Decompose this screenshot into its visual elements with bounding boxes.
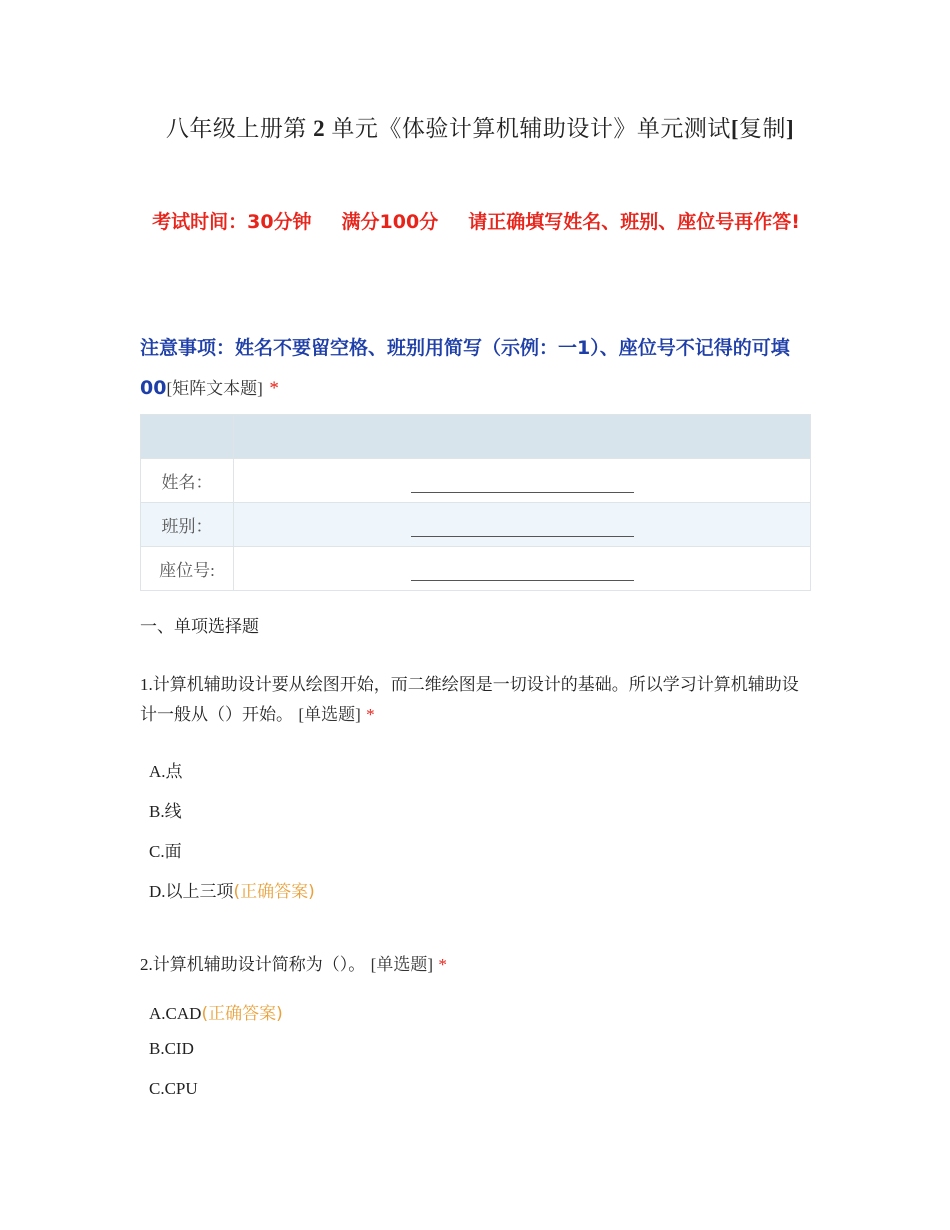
option-letter: B. [149,1039,165,1058]
exam-time: 考试时间：30分钟 [152,211,312,233]
matrix-header-cell [141,415,234,459]
required-mark: * [366,705,375,724]
exam-score: 满分100分 [341,211,439,233]
required-mark: * [269,378,279,399]
option-letter: B. [149,802,165,821]
title-middle: 单元《体验计算机辅助设计》单元测试 [331,116,731,141]
seat-input-cell[interactable] [234,547,811,591]
option-letter: C. [149,842,165,861]
question-2 [140,950,812,980]
option-1b[interactable] [149,797,182,822]
option-1a[interactable] [149,757,183,782]
matrix-row-name [141,459,811,503]
option-text: CPU [164,1079,198,1098]
section-title: 一、单项选择题 [140,617,259,637]
copy-label[interactable]: 复制 [739,116,786,141]
option-text: 面 [164,842,182,862]
title-bracket-close: ] [786,116,795,141]
title-bracket-open: [ [730,116,739,141]
title-prefix: 八年级上册第 [165,116,307,141]
class-input-line[interactable] [411,522,634,537]
page-title [0,110,950,143]
question-1 [140,670,812,730]
option-2b[interactable] [149,1039,194,1059]
exam-instruction: 请正确填写姓名、班别、座位号再作答! [468,211,800,233]
option-2a[interactable] [149,999,283,1024]
option-text: 线 [164,802,182,822]
notice-question-title [140,328,812,409]
name-input-line[interactable] [411,478,634,493]
option-letter: D. [149,882,166,901]
name-input-cell[interactable] [234,459,811,503]
matrix-row-label: 班别： [141,503,234,547]
option-text: CID [164,1039,194,1058]
question-type-label: [单选题] [298,705,361,724]
option-2c[interactable] [149,1079,198,1099]
option-text: 以上三项 [165,882,234,902]
matrix-header-cell [234,415,811,459]
matrix-row-seat [141,547,811,591]
notice-text: 注意事项：姓名不要留空格、班别用简写（示例：一1）、座位号不记得的可填00 [140,337,790,399]
option-text: 点 [165,762,183,782]
matrix-table [140,414,811,591]
option-1c[interactable] [149,837,182,862]
option-letter: A. [149,762,166,781]
question-text: 计算机辅助设计简称为（）。 [152,955,366,975]
question-type-label: [矩阵文本题] [166,379,263,398]
correct-answer-tag: (正确答案) [201,1004,283,1024]
option-1d[interactable] [149,877,315,902]
seat-input-line[interactable] [411,566,634,581]
class-input-cell[interactable] [234,503,811,547]
option-letter: A. [149,1004,166,1023]
title-unit-number: 2 [313,116,326,141]
question-text: 计算机辅助设计要从绘图开始，而二维绘图是一切设计的基础。所以学习计算机辅助设计一般从（）开始。 [140,675,799,725]
question-number: 1. [140,675,153,694]
matrix-row-label: 座位号: [141,547,234,591]
matrix-header-row [141,415,811,459]
correct-answer-tag: (正确答案) [233,882,315,902]
exam-info [140,207,812,237]
matrix-row-label: 姓名： [141,459,234,503]
required-mark: * [438,955,447,974]
matrix-row-class [141,503,811,547]
option-text: CAD [165,1004,202,1023]
option-letter: C. [149,1079,165,1098]
question-type-label: [单选题] [370,955,433,974]
question-number: 2. [140,955,153,974]
